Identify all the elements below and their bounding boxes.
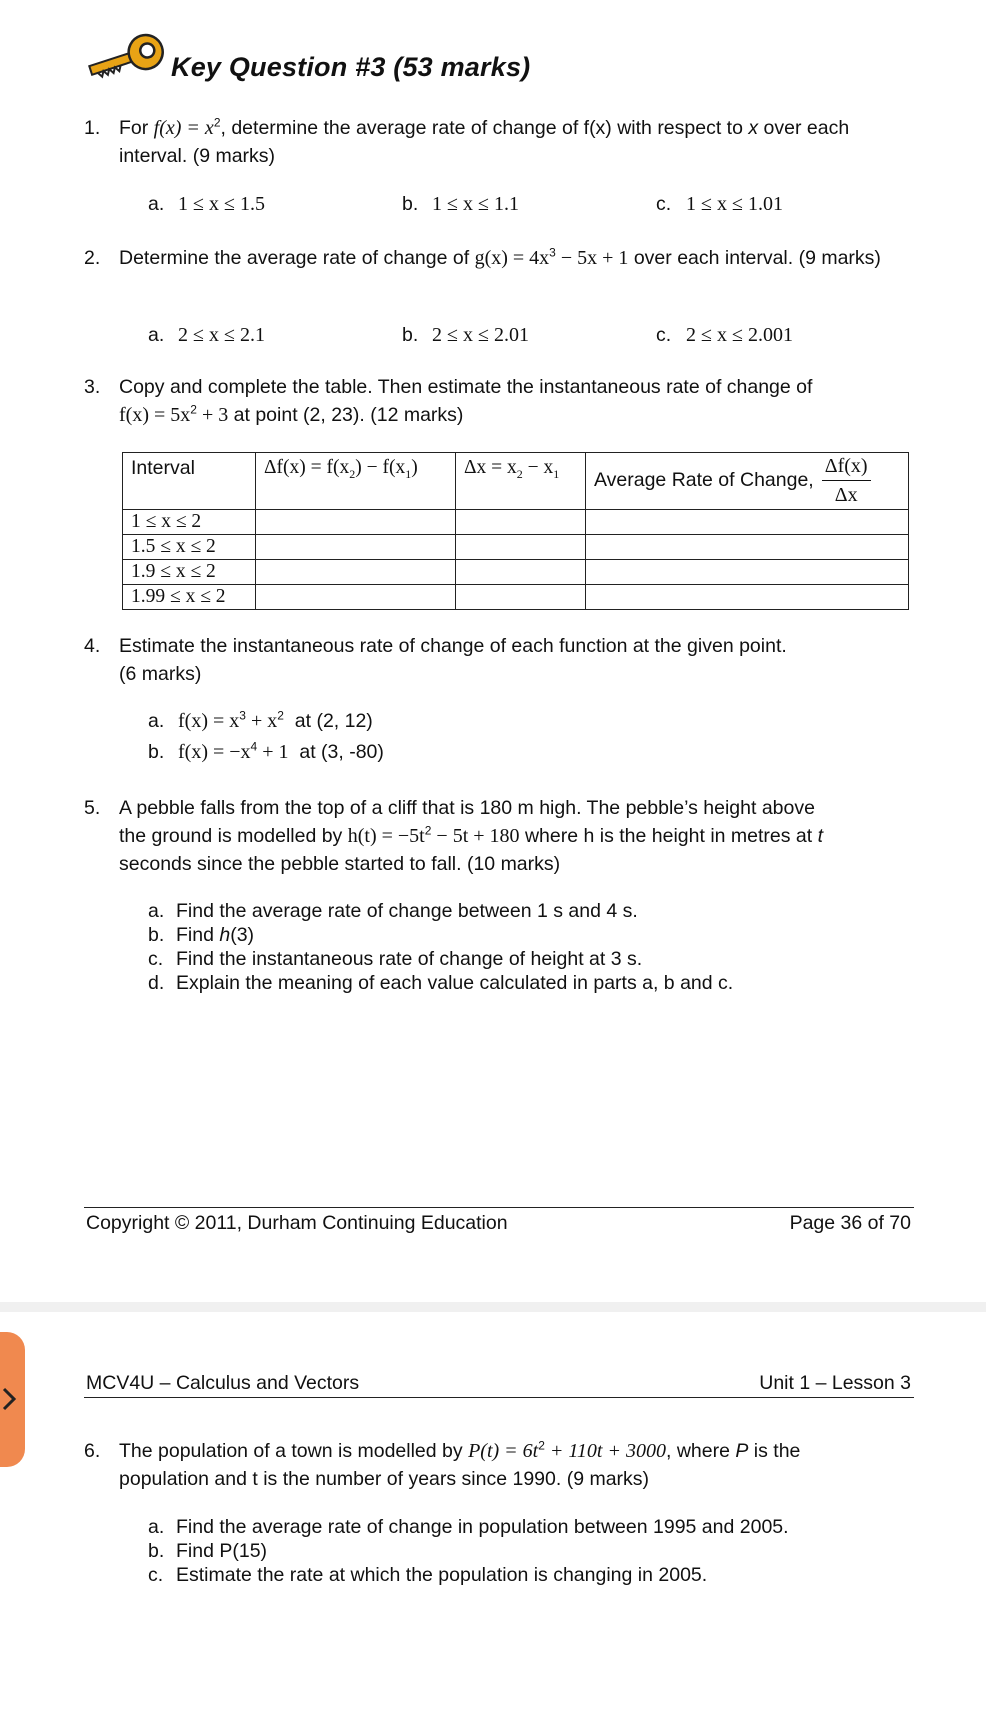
question-6 <box>84 1437 914 1493</box>
variable: P <box>735 1440 749 1462</box>
fraction: $\frac{\Delta f(x)}{\Delta x}$ <box>822 455 871 507</box>
column-header-average-rate: Average Rate of Change, $\frac{\Delta f(x)}{\Delta x}$ <box>586 453 909 510</box>
part-label: a. <box>148 1516 165 1538</box>
q2-part-a <box>148 324 265 347</box>
part-text: Find P(15) <box>176 1540 268 1562</box>
part-text: (3) <box>230 924 255 946</box>
question-text: is the <box>748 1440 801 1462</box>
table-cell-interval: 1.5 ≤ x ≤ 2 <box>123 535 256 560</box>
part-interval: 2 ≤ x ≤ 2.1 <box>178 324 265 346</box>
part-label: c. <box>656 193 672 215</box>
question-text: Copy and complete the table. Then estimate the instantaneous rate of change of <box>119 376 813 398</box>
question-text: Determine the average rate of change of <box>119 247 475 269</box>
part-label: c. <box>148 1564 164 1586</box>
q5-part-c <box>148 948 642 971</box>
table-cell-interval: 1 ≤ x ≤ 2 <box>123 510 256 535</box>
side-panel-tab[interactable] <box>0 1332 25 1467</box>
exponent: 3 <box>239 708 246 723</box>
q2-part-b <box>402 324 529 347</box>
exponent: 2 <box>190 402 197 417</box>
variable: t <box>817 825 824 847</box>
table-cell-empty <box>256 560 456 585</box>
question-text: , determine the average rate of change of f(x) with respect to <box>220 117 749 139</box>
exponent: 2 <box>213 115 221 130</box>
table-cell-empty <box>456 560 586 585</box>
part-text: Estimate the rate at which the population is changing in 2005. <box>176 1564 708 1586</box>
part-label: b. <box>148 924 165 946</box>
table-cell-interval: 1.99 ≤ x ≤ 2 <box>123 585 256 610</box>
exponent: 3 <box>549 245 556 260</box>
column-header-delta-f: $\Delta f(x) = f(x_2) - f(x_1)$ <box>256 453 456 510</box>
math-expression: − 5x + 1 <box>555 247 629 269</box>
column-header-interval: Interval <box>123 453 256 510</box>
rate-table <box>122 452 909 610</box>
exponent: 2 <box>538 1438 545 1453</box>
variable: x <box>748 117 759 139</box>
page-separator <box>0 1302 986 1312</box>
question-text: The population of a town is modelled by <box>119 1440 469 1462</box>
math-expression: f(x) = 5x <box>119 404 191 426</box>
math-expression: + 110t + 3000 <box>544 1440 666 1462</box>
part-label: d. <box>148 972 165 994</box>
question-number: 4. <box>84 635 101 657</box>
math-expression: h(t) = −5t <box>347 825 425 847</box>
part-label: b. <box>402 324 419 346</box>
part-text: Find <box>176 924 220 946</box>
part-text: Explain the meaning of each value calculated in parts a, b and c. <box>176 972 734 994</box>
part-label: c. <box>656 324 672 346</box>
question-number: 3. <box>84 376 101 398</box>
table-cell-empty <box>586 510 909 535</box>
exponent: 4 <box>250 739 258 754</box>
part-text: Find the average rate of change in population between 1995 and 2005. <box>176 1516 789 1538</box>
question-text: (6 marks) <box>119 663 202 685</box>
table-cell-empty <box>586 560 909 585</box>
question-text: Estimate the instantaneous rate of change of each function at the given point. <box>119 635 787 657</box>
question-number: 6. <box>84 1440 101 1462</box>
math-expression: f(x) = x <box>153 117 214 139</box>
header-unit: Unit 1 – Lesson 3 <box>759 1372 911 1394</box>
q1-part-a <box>148 193 265 216</box>
table-row <box>123 585 909 610</box>
exponent: 2 <box>424 823 432 838</box>
table-cell-interval: 1.9 ≤ x ≤ 2 <box>123 560 256 585</box>
part-label: b. <box>402 193 419 215</box>
part-interval: 1 ≤ x ≤ 1.5 <box>178 193 265 215</box>
question-text: over each interval. (9 marks) <box>119 117 850 167</box>
question-text: , where <box>665 1440 736 1462</box>
math-expression: + 1 <box>257 741 289 763</box>
point-text: at (2, 12) <box>294 710 373 732</box>
part-label: a. <box>148 900 165 922</box>
part-text: Find the instantaneous rate of change of height at 3 s. <box>176 948 643 970</box>
q6-part-b <box>148 1540 267 1563</box>
question-3 <box>84 373 914 429</box>
variable: h <box>219 924 231 946</box>
header-rule <box>84 1397 914 1398</box>
footer-rule <box>84 1207 914 1208</box>
part-text: Find the average rate of change between 1 s and 4 s. <box>176 900 638 922</box>
exponent: 2 <box>277 708 284 723</box>
question-1 <box>84 114 914 170</box>
q6-part-a <box>148 1516 789 1539</box>
q4-part-a <box>148 710 373 733</box>
part-label: b. <box>148 741 165 763</box>
table-cell-empty <box>586 585 909 610</box>
chevron-right-icon <box>0 1384 18 1414</box>
part-interval: 1 ≤ x ≤ 1.01 <box>686 193 783 215</box>
q1-part-b <box>402 193 519 216</box>
q4-part-b <box>148 741 384 764</box>
math-expression: P(t) = 6t <box>468 1440 539 1462</box>
key-icon <box>84 28 170 84</box>
part-interval: 2 ≤ x ≤ 2.01 <box>432 324 529 346</box>
page-heading: Key Question #3 (53 marks) <box>171 52 531 82</box>
q2-part-c <box>656 324 793 347</box>
part-label: a. <box>148 193 165 215</box>
q5-part-d <box>148 972 733 995</box>
question-text: at point (2, 23). (12 marks) <box>228 404 464 426</box>
table-cell-empty <box>456 510 586 535</box>
question-number: 2. <box>84 247 101 269</box>
question-4 <box>84 632 914 688</box>
question-text: over each interval. (9 marks) <box>628 247 881 269</box>
footer-page-number: Page 36 of 70 <box>789 1212 911 1234</box>
table-row <box>123 560 909 585</box>
table-cell-empty <box>456 585 586 610</box>
table-cell-empty <box>256 535 456 560</box>
table-header-row <box>123 453 909 510</box>
question-text: A pebble falls from the top of a cliff that is 180 m high. The pebble’s height above <box>119 797 815 819</box>
question-2 <box>84 244 914 272</box>
question-5 <box>84 794 914 878</box>
question-text: population and t is the number of years since 1990. (9 marks) <box>119 1468 650 1490</box>
q1-part-c <box>656 193 783 216</box>
math-expression: f(x) = x <box>178 710 240 732</box>
table-row <box>123 535 909 560</box>
question-text: the ground is modelled by <box>119 825 348 847</box>
column-header-delta-x: $\Delta x = x_2 - x_1$ <box>456 453 586 510</box>
question-text: where h is the height in metres at <box>519 825 818 847</box>
part-label: b. <box>148 1540 165 1562</box>
part-interval: 2 ≤ x ≤ 2.001 <box>686 324 793 346</box>
q5-part-a <box>148 900 638 923</box>
table-row <box>123 510 909 535</box>
part-label: c. <box>148 948 164 970</box>
table-cell-empty <box>256 585 456 610</box>
footer-copyright: Copyright © 2011, Durham Continuing Education <box>86 1212 508 1234</box>
math-expression: + x <box>245 710 278 732</box>
math-expression: − 5t + 180 <box>431 825 520 847</box>
part-label: a. <box>148 710 165 732</box>
q6-part-c <box>148 1564 707 1587</box>
question-text: seconds since the pebble started to fall. (10 marks) <box>119 853 561 875</box>
part-label: a. <box>148 324 165 346</box>
math-expression: + 3 <box>196 404 229 426</box>
header-course: MCV4U – Calculus and Vectors <box>86 1372 360 1394</box>
point-text: at (3, -80) <box>299 741 384 763</box>
table-cell-empty <box>586 535 909 560</box>
q5-part-b <box>148 924 254 947</box>
question-number: 5. <box>84 797 101 819</box>
part-interval: 1 ≤ x ≤ 1.1 <box>432 193 519 215</box>
table-cell-empty <box>256 510 456 535</box>
question-text: For <box>119 117 154 139</box>
math-expression: f(x) = −x <box>178 741 251 763</box>
math-expression: g(x) = 4x <box>474 247 550 269</box>
question-number: 1. <box>84 117 101 139</box>
table-cell-empty <box>456 535 586 560</box>
